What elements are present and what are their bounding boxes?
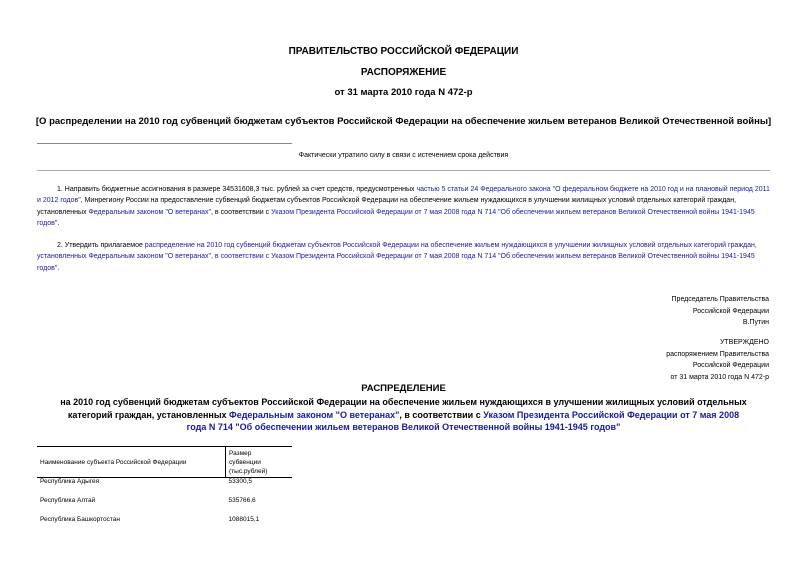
table-row	[37, 516, 292, 535]
paragraph-text: 2. Утвердить прилагаемое	[57, 242, 145, 249]
signature-block	[672, 294, 769, 329]
table-row	[37, 478, 292, 498]
paragraph-text: , Минрегиону России на предоставление субвенций бюджетам субъектов Российской Федерации на обеспечение жильем нуждающихся в улучшении жилищных условий отдельных категорий граждан, установленных	[37, 197, 737, 216]
approval-line: Российской Федерации	[692, 362, 769, 369]
presidential-decree-link[interactable]: Указом Президента Российской Федерации от 7 мая 2008 года N 714 "Об обеспечении жильем ветеранов Великой Отечественной войны 1941-1945 годов"	[37, 208, 755, 227]
divider	[37, 170, 770, 171]
budget-law-link[interactable]: частью 5 статьи 24 Федерального закона "О федеральном бюджете на 2010 год и на плановый период 2011 и 2012 годов"	[37, 186, 770, 205]
subsidy-amount: 53300,5	[228, 478, 252, 485]
status-note: Фактически утратило силу в связи с истечением срока действия	[298, 152, 509, 159]
distribution-heading: РАСПРЕДЕЛЕНИЕ	[361, 383, 446, 394]
veterans-law-link[interactable]: Федеральным законом "О ветеранах"	[229, 409, 400, 420]
divider	[37, 143, 292, 144]
paragraph-text: .	[57, 264, 60, 272]
approval-block	[666, 337, 769, 383]
paragraph-text: 1. Направить бюджетные ассигнования в размере 34531608,3 тыс. рублей за счет средств, предусмотренных	[57, 186, 417, 193]
paragraph-text: .	[57, 219, 60, 227]
subtitle-text: , в соответствии с	[399, 409, 484, 420]
subsidy-amount: 535766,6	[228, 497, 256, 504]
region-name: Республика Башкортостан	[40, 516, 120, 523]
table-header-row	[37, 447, 292, 478]
issuing-authority: ПРАВИТЕЛЬСТВО РОССИЙСКОЙ ФЕДЕРАЦИИ	[288, 46, 519, 57]
document-date-number: от 31 марта 2010 года N 472-р	[334, 87, 473, 98]
presidential-decree-link[interactable]: Указом Президента Российской Федерации от 7 мая 2008 года N 714 "Об обеспечении жильем ветеранов Великой Отечественной войны 1941-1945 годов"	[186, 409, 740, 432]
distribution-link[interactable]: распределение на 2010 год субвенций бюджетам субъектов Российской Федерации на обеспечение жильем нуждающихся в улучшении жилищных условий отдельных категорий граждан, установленных Федеральным законом "О ветеранах", в соответствии с Указом Президента Российской Федерации от 7 мая 2008 года N 714 "Об обеспечении жильем ветеранов Великой Отечественной войны 1941-1945 годов"	[37, 242, 757, 272]
distribution-table	[37, 446, 292, 535]
paragraph-1	[37, 184, 770, 229]
subtitle-text: на 2010 год субвенций бюджетам субъектов Российской Федерации на обеспечение жильем нуждающихся в улучшении жилищных условий отдельных категорий граждан, установленных	[60, 397, 747, 420]
region-name: Республика Адыгея	[40, 478, 100, 485]
paragraph-2	[37, 240, 770, 274]
signature-name: В.Путин	[742, 319, 769, 326]
approval-line: распоряжением Правительства	[666, 350, 769, 358]
column-header-text: субвенции	[229, 459, 261, 466]
document-type: РАСПОРЯЖЕНИЕ	[360, 67, 447, 78]
approval-label: УТВЕРЖДЕНО	[719, 339, 769, 346]
distribution-subtitle	[60, 396, 747, 434]
signature-position-2: Российской Федерации	[692, 307, 769, 315]
document-title: [О распределении на 2010 год субвенций бюджетам субъектов Российской Федерации на обеспечение жильем ветеранов Великой Отечественной войны]	[35, 116, 772, 127]
region-name: Республика Алтай	[40, 497, 96, 504]
approval-date: от 31 марта 2010 года N 472-р	[670, 373, 769, 381]
subsidy-amount: 1088015,1	[228, 516, 260, 523]
veterans-law-link[interactable]: Федеральным законом "О ветеранах"	[88, 208, 212, 216]
paragraph-text: , в соответствии с	[211, 208, 272, 216]
signature-position: Председатель Правительства	[671, 296, 769, 303]
column-header-text: Размер	[229, 450, 252, 457]
column-header-text: (тыс.рублей)	[229, 468, 268, 475]
table-row	[37, 497, 292, 516]
column-header-subject: Наименование субъекта Российской Федерации	[37, 447, 226, 478]
column-header-amount	[226, 447, 293, 478]
